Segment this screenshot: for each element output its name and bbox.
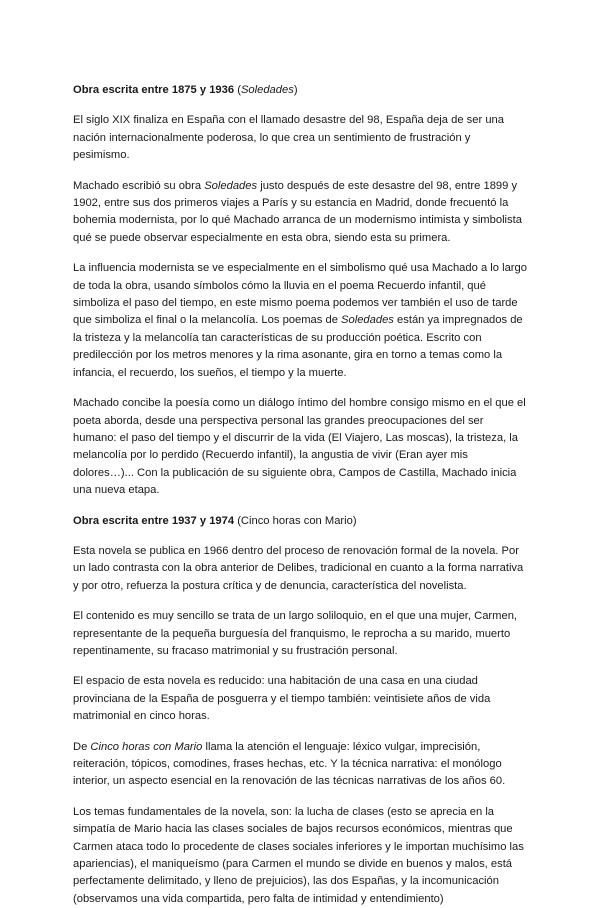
paragraph-novel-content: El contenido es muy sencillo se trata de un largo soliloquio, en el que una mujer, Carmen, representante de la pequeña burguesía del franquismo, le reprocha a su marido, muerto repentinamente, su fracaso matrimonial y su frustración personal.: [73, 610, 518, 657]
book-title: Soledades: [204, 179, 258, 192]
section-heading-bold: Obra escrita entre 1875 y 1936: [73, 84, 235, 96]
paragraph-text: De: [73, 740, 91, 753]
section-heading-soledades: [73, 82, 530, 99]
paragraph-novel-space: El espacio de esta novela es reducido: una habitación de una casa en una ciudad provinciana de la España de posguerra y el tiempo también: veintisiete años de vida matrimonial en cinco horas.: [73, 675, 491, 723]
paragraph-text: están ya impregnados de la tristeza y la melancolía tan características de su producción poética. Escrito con predilección por los metros menores y la rima asonante, gira en torno a temas como la infancia, el recuerdo, los sueños, el tiempo y la muerte.: [73, 314, 523, 379]
paragraph-text: llama la atención el lenguaje: léxico vulgar, imprecisión, reiteración, tópicos, comodines, frases hechas, etc. Y la técnica narrativa: el monólogo interior, un aspecto esencial en la renovación de las técnicas narrativas de los años 60.: [73, 740, 506, 788]
book-title: Cinco horas con Mario: [90, 740, 203, 753]
paragraph-novel-language: [73, 739, 530, 791]
paragraph-text: justo después de este desastre del 98, entre 1899 y 1902, entre sus dos primeros viajes a París y su estancia en Madrid, donde frecuentó la bohemia modernista, por lo qué Machado arranca de un modernismo intimista y simbolista qué se puede observar especialmente en esta obra, siendo esta su primera.: [73, 179, 522, 244]
paragraph-text: Machado escribió su obra: [73, 179, 205, 192]
section-heading-italic: Soledades: [240, 84, 294, 96]
section-heading-cinco-horas: [73, 513, 530, 530]
paragraph-context: El siglo XIX finaliza en España con el llamado desastre del 98, España deja de ser una nación internacionalmente poderosa, lo que crea un sentimiento de frustración y pesimismo.: [73, 114, 504, 162]
paragraph-novel-publication: Esta novela se publica en 1966 dentro del proceso de renovación formal de la novela. Por un lado contrasta con la obra anterior de Delibes, tradicional en cuanto a la forma narrativa y por otro, refuerza la postura crítica y de denuncia, característica del novelista.: [73, 544, 524, 592]
book-title: Soledades: [341, 314, 394, 327]
section-heading-close: ): [293, 84, 298, 96]
section-heading-bold: Obra escrita entre 1937 y 1974: [73, 514, 235, 527]
paragraph-poetry-dialogue: Machado concibe la poesía como un diálogo íntimo del hombre consigo mismo en el que el poeta aborda, desde una perspectiva personal las grandes preocupaciones del ser humano: el paso del tiempo y el discurrir de la vida (El Viajero, Las moscas), la tristeza, la melancolía por lo perdido (Recuerdo infantil), la angustia de vivir (Eran ayer mis dolores…)... Con la publicación de su siguiente obra, Campos de Castilla, Machado inicia una nueva etapa.: [73, 397, 526, 497]
section-heading-rest: (Cinco horas con Mario): [234, 514, 357, 527]
paragraph-novel-themes: Los temas fundamentales de la novela, son: la lucha de clases (esto se aprecia en la simpatía de Mario hacia las clases sociales de bajos recursos económicos, mientras que Carmen ataca todo lo procedente de clases sociales inferiores y le importan muchísimo las apariencias), el maniqueísmo (para Carmen el mundo se divide en buenos y malos, está perfectamente delimitado, y lleno de prejuicios), las dos Españas, y la incomunicación (observamos una vida compartida, pero falta de intimidad y entendimiento): [73, 805, 524, 905]
paragraph-soledades-origin: [73, 178, 530, 248]
section-heading-rest: (: [234, 84, 241, 96]
paragraph-modernist-influence: [73, 260, 530, 382]
paragraph-text: La influencia modernista se ve especialmente en el simbolismo qué usa Machado a lo largo de toda la obra, usando símbolos cómo la lluvia en el poema Recuerdo infantil, qué simboliza el paso del tiempo, en este mismo poema podemos ver también el uso de tarde que simboliza el final o la melancolía. Los poemas de: [73, 262, 527, 327]
